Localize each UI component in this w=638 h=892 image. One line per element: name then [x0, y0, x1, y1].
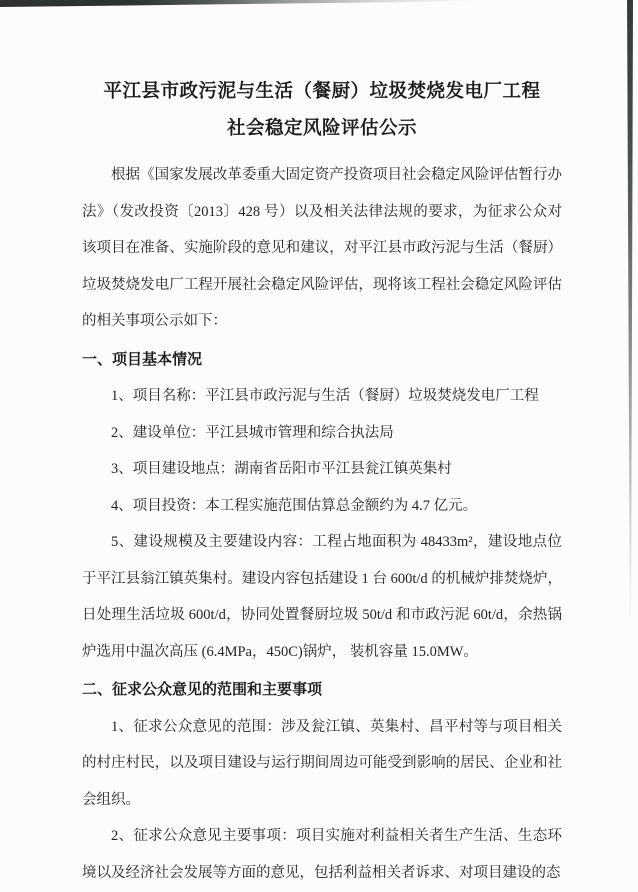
section-1-item-1: 1、项目名称：平江县市政污泥与生活（餐厨）垃圾焚烧发电厂工程: [111, 388, 539, 404]
section-1-item-5: 5、建设规模及主要建设内容：工程占地面积为 48433m²，建设地点位于平江县翁江镇英集村。建设内容包括建设 1 台 600t/d 的机械炉排焚烧炉，日处理生活垃圾 600t/d，协同处置餐厨垃圾 50t/d 和市政污泥 60t/d，余热锅炉选用中温次高压 (6.4MPa，450C)锅炉， 装机容量 15.0MW。: [82, 534, 562, 660]
section-2-heading: 二、征求公众意见的范围和主要事项: [82, 681, 323, 698]
scan-artifact-right-edge: [626, 0, 633, 625]
document-content: [82, 72, 562, 891]
title-line-1: 平江县市政污泥与生活（餐厨）垃圾焚烧发电厂工程: [103, 80, 541, 101]
title-line-2: 社会稳定风险评估公示: [226, 117, 417, 138]
scan-artifact-top-edge: [0, 0, 472, 7]
document-title: [82, 72, 562, 146]
document-body: [82, 157, 562, 891]
section-2-item-1: 1、征求公众意见的范围：涉及瓮江镇、英集村、昌平村等与项目相关的村庄村民，以及项目建设与运行期间周边可能受到影响的居民、企业和社会组织。: [82, 718, 562, 808]
section-1-item-3: 3、项目建设地点：湖南省岳阳市平江县瓮江镇英集村: [111, 461, 452, 477]
section-1-heading: 一、项目基本情况: [82, 350, 203, 368]
intro-paragraph: 根据《国家发展改革委重大固定资产投资项目社会稳定风险评估暂行办法》（发改投资〔2013〕428 号）以及相关法律法规的要求，为征求公众对该项目在准备、实施阶段的意见和建议，对平江县市政污泥与生活（餐厨）垃圾焚烧发电厂工程开展社会稳定风险评估，现将该工程社会稳定风险评估的相关事项公示如下：: [82, 167, 562, 329]
section-2-item-2: 2、征求公众意见主要事项：项目实施对利益相关者生产生活、生态环境以及经济社会发展等方面的意见，包括利益相关者诉求、对项目建设的态: [82, 828, 562, 881]
section-1-item-4: 4、项目投资：本工程实施范围估算总金额约为 4.7 亿元。: [111, 497, 478, 514]
section-1-item-2: 2、建设单位：平江县城市管理和综合执法局: [111, 424, 394, 441]
